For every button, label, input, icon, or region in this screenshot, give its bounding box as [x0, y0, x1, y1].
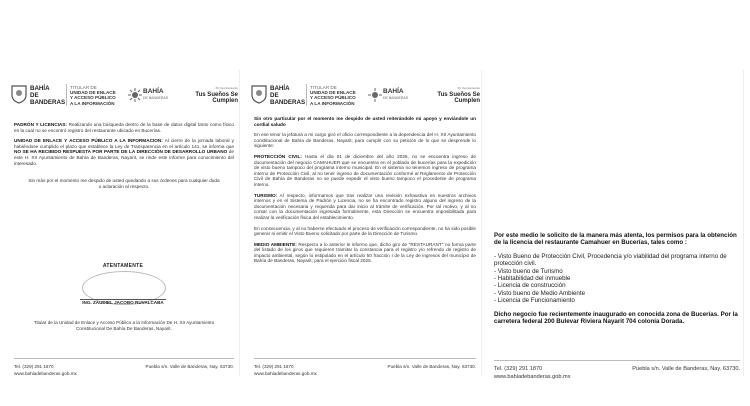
- paragraph-unidad-enlace: UNIDAD DE ENLACE Y ACCESO PÚBLICO A LA INFORMACION: Al cierre de la jornada laboral y habiéndose cumplido el plazo que establece la Ley de Transparencia en el artículo 141, se informa que NO SE HA RECIBIDO RESPUESTA POR PARTE DE LA DIRECCIÓN DE DESARROLLO URBANO de este H. XII Ayuntamiento de Bahía de Banderas, Nayarit, se rinde este informe para conocimiento del interesado.: [14, 138, 234, 166]
- paragraph-tenor: En ese tenor la jefatura a mi cargo giró el oficio correspondiente a la dependencia del H. XII Ayuntamiento constitucional de Bahía de Banderas, Nayarit; para cumplir con su petición de lo que se desprende lo siguiente:: [254, 132, 476, 149]
- sun-logo-icon: [368, 88, 382, 102]
- letter-body: [254, 116, 476, 269]
- letter-footer: Tel. (329) 291 1870 www.bahiadebanderas.gob.mx Puebla s/n. Valle de Banderas, Nay. 63730.: [254, 358, 476, 388]
- list-item: - Licencia de construcción: [494, 282, 566, 290]
- department-title: TITULAR DE UNIDAD DE ENLACE Y ACCESO PÚBLICO A LA INFORMACIÓN: [70, 85, 116, 106]
- sun-logo-icon: [128, 88, 142, 102]
- list-item: - Visto bueno de Medio Ambiente: [494, 289, 586, 297]
- list-item: - Licencia de Funcionamiento: [494, 297, 575, 305]
- request-intro: Por este medio le solicito de la manera más atenta, los permisos para la obtención de la licencia del restaurante Camahuer en Bucerías, tales como :: [494, 232, 737, 247]
- paragraph-medio-ambiente: MEDIO AMBIENTE: Respecto a lo anterior le informo que, dicho giro de "RESTAURANT" no forma parte del listado de los giros que requieren tramitar la constancia para el registro y/o refrendo de registro de impacto ambiental, según lo estipulado en el artículo 50 fracción I de la Ley de ingresos del municipio de Bahía de Banderas, Nayarit; para el ejercicio fiscal 2025.: [254, 241, 476, 264]
- letter-footer: Tel. (329) 291 1870 www.bahiadebanderas.gob.mx Puebla s/n. Valle de Banderas, Nay. 63730.: [494, 360, 740, 392]
- permit-list: [494, 253, 740, 305]
- bahia-logo: BAHÍA DE BANDERAS: [128, 85, 176, 107]
- request-body: [494, 232, 740, 331]
- document-page-3: [490, 0, 744, 406]
- document-page-2: [248, 0, 482, 406]
- letter-body: [14, 122, 234, 194]
- list-item: - Visto Bueno de Protección Civil, Procedencia y/o viabilidad del programa interno de protección civil.: [494, 252, 727, 268]
- signature-block: [68, 263, 178, 313]
- document-page-1: [8, 0, 240, 406]
- municipal-seal-icon: [250, 84, 268, 104]
- letterhead: [10, 82, 238, 112]
- paragraph-closing: Sin más por el momento me despido de usted quedando a sus órdenes para cualquier duda o aclaración al respecto.: [28, 178, 220, 189]
- paragraph-padron: PADRÓN Y LICENCIAS: Realizando una búsqueda dentro de la base de datos digital tanto como físico en la cual no se encontró registro del restaurante ubicado en Bucerías.: [14, 122, 235, 133]
- signer-name: ING. ZAUDIEL JACOBO RUVALCABA: [82, 300, 164, 305]
- letterhead: BAHÍA DE BANDERAS TITULAR DE UNIDAD DE ENLACE Y ACCESO PÚBLICO A LA INFORMACIÓN BAHÍA DE BANDERAS XII Ayuntamiento Tus Sueños Se Cumplen: [250, 82, 480, 112]
- list-item: - Habitabilidad del inmueble: [494, 275, 571, 283]
- intro: Sin otro particular por el momento me despido de usted reiterándole mi apoyo y enviándole un cordial saludo: [254, 116, 476, 127]
- slogan: XII Ayuntamiento Tus Sueños Se Cumplen: [195, 86, 238, 104]
- brand-name: BAHÍA DE BANDERAS: [30, 85, 66, 106]
- letter-footer: Tel. (329) 291 1870 www.bahiadebanderas.gob.mx Puebla s/n. Valle de Banderas, Nay. 63730.: [14, 358, 234, 388]
- municipal-seal-icon: [10, 84, 28, 104]
- paragraph-turismo: TURISMO: Al respecto, informamos que tras realizar una revisión exhaustiva en nuestros archivos internos y en el Sistema de Padrón y Licencia, no se ha encontrado registro alguno del ingreso de la documentación necesaria y requerida para dar inicio al trámite de verificación. Por tal motivo, y al no contar con la documentación ingresada formalmente, esta Dirección se encuentra imposibilitada para realizar la verificación física del establecimiento.: [254, 192, 476, 220]
- attn-label: ATENTAMENTE: [102, 263, 144, 269]
- list-item: - Visto bueno de Turismo: [494, 267, 563, 275]
- paragraph-proteccion-civil: PROTECCIÓN CIVIL: Hasta el día 01 de diciembre del año 2025, no se encuentra ingreso de documentación del negocio CAMAHUER que se encuentra en el poblado de bucerías para la expedición de visto bueno tampoco del programa interno municipal. En el sistema no tenemos ingreso de programa interno de Protección Civil, al no tener ingreso de documentación conformé al Reglamento de Protección Civil de Bahía de Banderas no se puede expedir el visto bueno tampoco el procedente de programa interno.: [254, 153, 476, 187]
- signer-role: Titular de la Unidad de Enlace y Acceso Público a la Información De H. XII Ayuntamiento Constitucional De Bahía De Banderas, Nayarit.: [33, 320, 215, 331]
- paragraph-consecuencia: En consecuencia, y al no haberse efectuado el proceso de verificación correspondiente, no ha sido posible generar ni emitir el Visto Bueno solicitado por parte de la Dirección de Turismo.: [254, 225, 476, 237]
- request-closing: Dicho negocio fue recientemente inaugurado en conocida zona de Bucerías. Por la carretera federal 200 Bulevar Riviera Nayarit 704 colonia Dorada.: [494, 310, 738, 326]
